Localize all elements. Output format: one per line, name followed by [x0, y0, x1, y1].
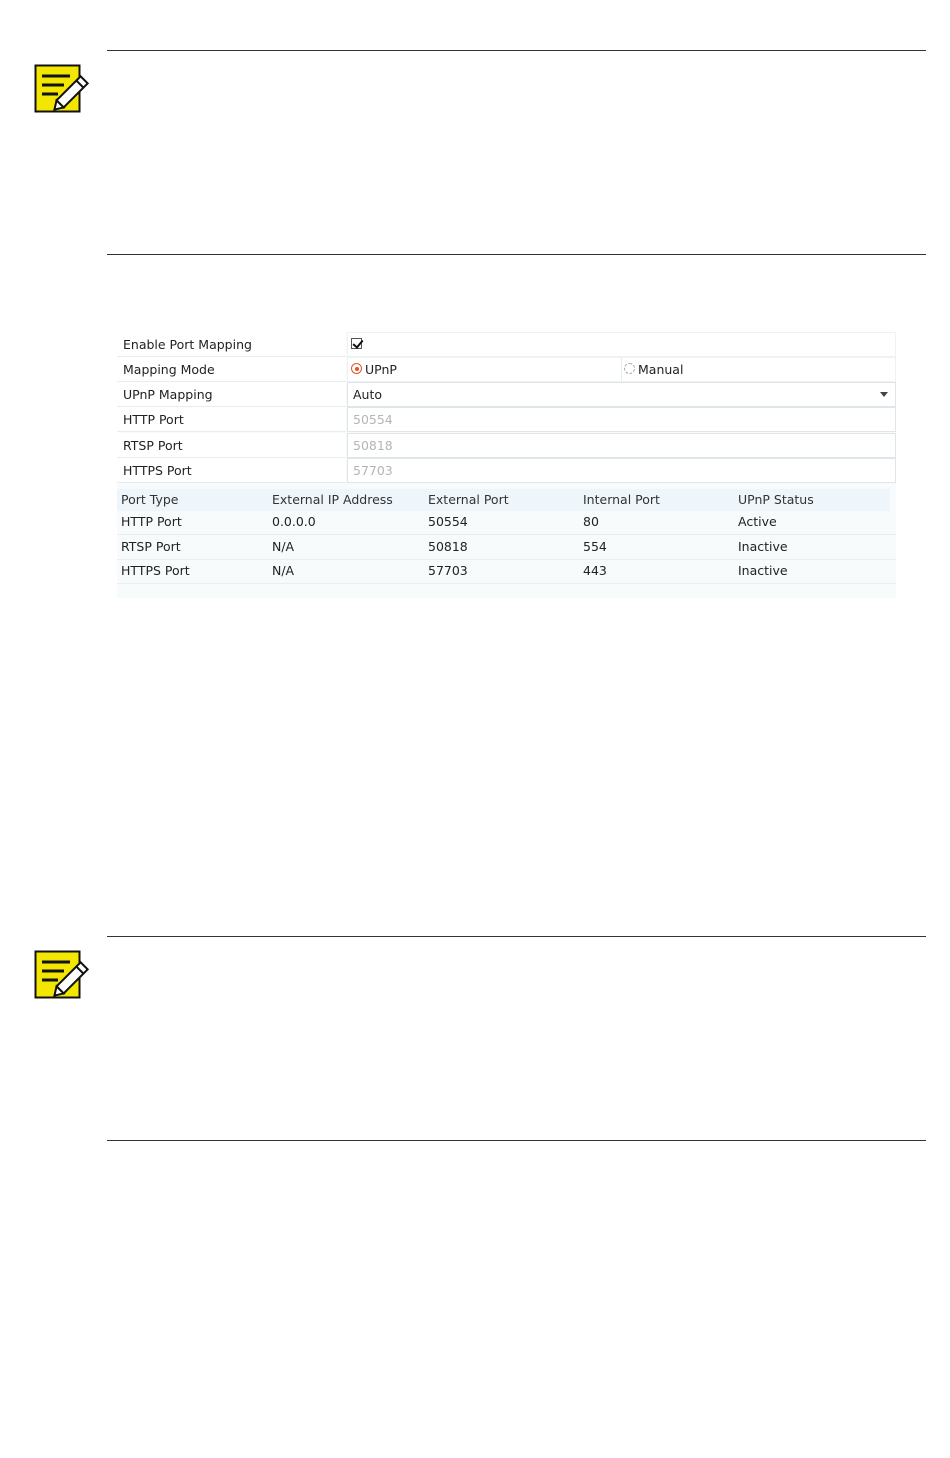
table-cell: 554: [583, 539, 607, 554]
upnp-mapping-select[interactable]: [347, 382, 896, 407]
table-cell: 80: [583, 514, 599, 529]
radio-divider: [621, 358, 622, 381]
row-mapping-mode: [117, 357, 896, 382]
https-port-label: HTTPS Port: [117, 458, 346, 483]
enable-port-mapping-field: [347, 332, 896, 357]
mapping-mode-label: Mapping Mode: [117, 357, 346, 382]
table-cell: HTTPS Port: [121, 563, 190, 578]
radio-unselected-icon: [624, 363, 635, 374]
mapping-mode-field: UPnP Manual: [347, 357, 896, 382]
table-row: [117, 510, 896, 535]
column-header: UPnP Status: [738, 492, 814, 507]
note-bottom-rule: [107, 254, 926, 255]
enable-port-mapping-label: Enable Port Mapping: [117, 332, 346, 357]
rtsp-port-label: RTSP Port: [117, 433, 346, 458]
note-top-rule: [107, 936, 926, 937]
http-port-label: HTTP Port: [117, 407, 346, 432]
row-https-port: [117, 458, 896, 483]
column-header: Internal Port: [583, 492, 660, 507]
port-mapping-panel: [117, 332, 896, 598]
row-http-port: [117, 407, 896, 432]
radio-selected-icon: [351, 363, 362, 374]
table-cell: Inactive: [738, 539, 788, 554]
http-port-input[interactable]: 50554: [347, 407, 896, 432]
table-cell: 50554: [428, 514, 468, 529]
note-pencil-icon: [34, 950, 92, 1000]
table-row: [117, 559, 896, 584]
https-port-input[interactable]: 57703: [347, 458, 896, 483]
row-enable-port-mapping: [117, 332, 896, 357]
table-header: [117, 489, 890, 511]
column-header: Port Type: [121, 492, 179, 507]
enable-port-mapping-checkbox[interactable]: [351, 338, 362, 349]
note-top-rule: [107, 50, 926, 51]
table-cell: 57703: [428, 563, 468, 578]
table-cell: Inactive: [738, 563, 788, 578]
table-cell: RTSP Port: [121, 539, 181, 554]
column-header: External Port: [428, 492, 509, 507]
table-cell: N/A: [272, 539, 295, 554]
table-cell: N/A: [272, 563, 295, 578]
row-rtsp-port: [117, 433, 896, 458]
chevron-down-icon: [880, 392, 888, 397]
upnp-mapping-label: UPnP Mapping: [117, 382, 346, 407]
note-pencil-icon: [34, 64, 92, 114]
table-cell: 50818: [428, 539, 468, 554]
table-cell: Active: [738, 514, 777, 529]
row-upnp-mapping: [117, 382, 896, 407]
rtsp-port-input[interactable]: 50818: [347, 433, 896, 458]
table-cell: 0.0.0.0: [272, 514, 316, 529]
upnp-mapping-value: Auto: [353, 387, 383, 402]
table-cell: HTTP Port: [121, 514, 182, 529]
table-cell: 443: [583, 563, 607, 578]
table-row: [117, 535, 896, 560]
column-header: External IP Address: [272, 492, 393, 507]
note-bottom-rule: [107, 1140, 926, 1141]
